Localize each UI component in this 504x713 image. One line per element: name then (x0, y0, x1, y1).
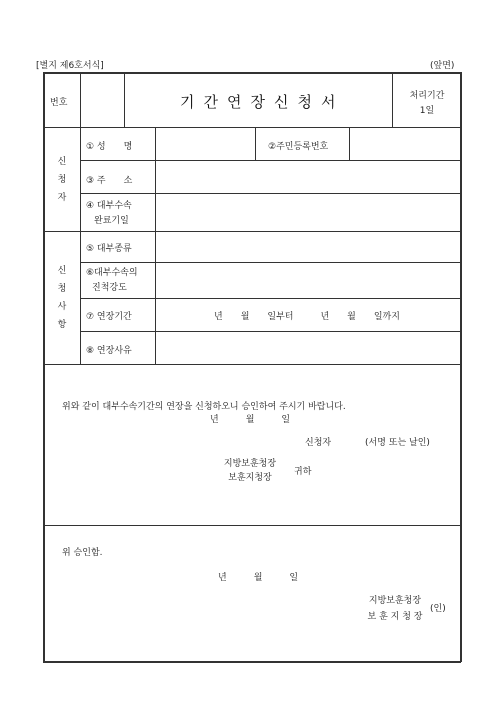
request-statement: 위와 같이 대부수속기간의 연장을 신청하오니 승인하여 주시기 바랍니다. (62, 402, 346, 412)
applicant-section-char: 청 (57, 175, 67, 185)
extension-reason-field[interactable] (157, 333, 458, 362)
approval-date[interactable]: 년 월 일 (218, 573, 299, 583)
loan-type-label: ⑤ 대부종류 (86, 244, 132, 254)
name-label: ① 성 명 (86, 142, 133, 152)
items-section-char: 항 (57, 320, 67, 330)
extension-period-label: ⑦ 연장기간 (86, 312, 132, 322)
progress-field[interactable] (157, 264, 458, 296)
request-date[interactable]: 년 월 일 (210, 415, 291, 425)
page-side-label: (앞면) (430, 61, 455, 71)
approver-line: 지방보훈청장 (368, 596, 422, 606)
number-label: 번호 (50, 98, 68, 108)
items-section-char: 청 (57, 284, 67, 294)
extension-reason-label: ⑧ 연장사유 (86, 346, 132, 356)
addressee-line: 보훈지청장 (228, 473, 272, 483)
seal-mark: (인) (430, 604, 446, 614)
address-label: ③ 주 소 (86, 176, 133, 186)
applicant-signature-label: 신청자 (305, 438, 332, 448)
applicant-section-char: 자 (57, 193, 67, 203)
name-field[interactable] (157, 129, 253, 158)
rrn-field[interactable] (351, 129, 458, 158)
completion-date-label-line: ④ 대부수속 (86, 201, 132, 211)
completion-date-field[interactable] (157, 195, 458, 229)
document-title: 기간연장신청서 (180, 93, 345, 111)
addressee-line: 지방보훈청장 (223, 459, 277, 469)
approver (362, 593, 428, 625)
processing-period-label: 처리기간 (409, 91, 445, 101)
items-section-label (52, 262, 72, 334)
progress-label (86, 266, 138, 296)
extension-period-value[interactable]: 년 월 일부터 년 월 일까지 (214, 312, 400, 322)
address-field[interactable] (157, 162, 458, 191)
form-number: [별지 제6호서식] (36, 61, 104, 71)
progress-label-line: 진척강도 (92, 283, 127, 293)
honorific: 귀하 (294, 467, 312, 477)
addressee (220, 457, 280, 485)
progress-label-line: ⑥대부수속의 (86, 268, 138, 278)
rrn-label: ②주민등록번호 (268, 142, 329, 152)
loan-type-field[interactable] (157, 233, 458, 260)
processing-period-value: 1일 (419, 106, 435, 116)
applicant-section-char: 신 (57, 157, 67, 167)
signature-note[interactable]: (서명 또는 날인) (365, 438, 430, 448)
items-section-char: 신 (57, 266, 67, 276)
completion-date-label-line: 완료기일 (94, 216, 129, 226)
applicant-section-label (52, 153, 72, 207)
approver-line: 보 훈 지 청 장 (367, 612, 423, 622)
completion-date-label (86, 199, 132, 229)
approval-statement: 위 승인함. (62, 548, 103, 558)
items-section-char: 사 (57, 302, 67, 312)
